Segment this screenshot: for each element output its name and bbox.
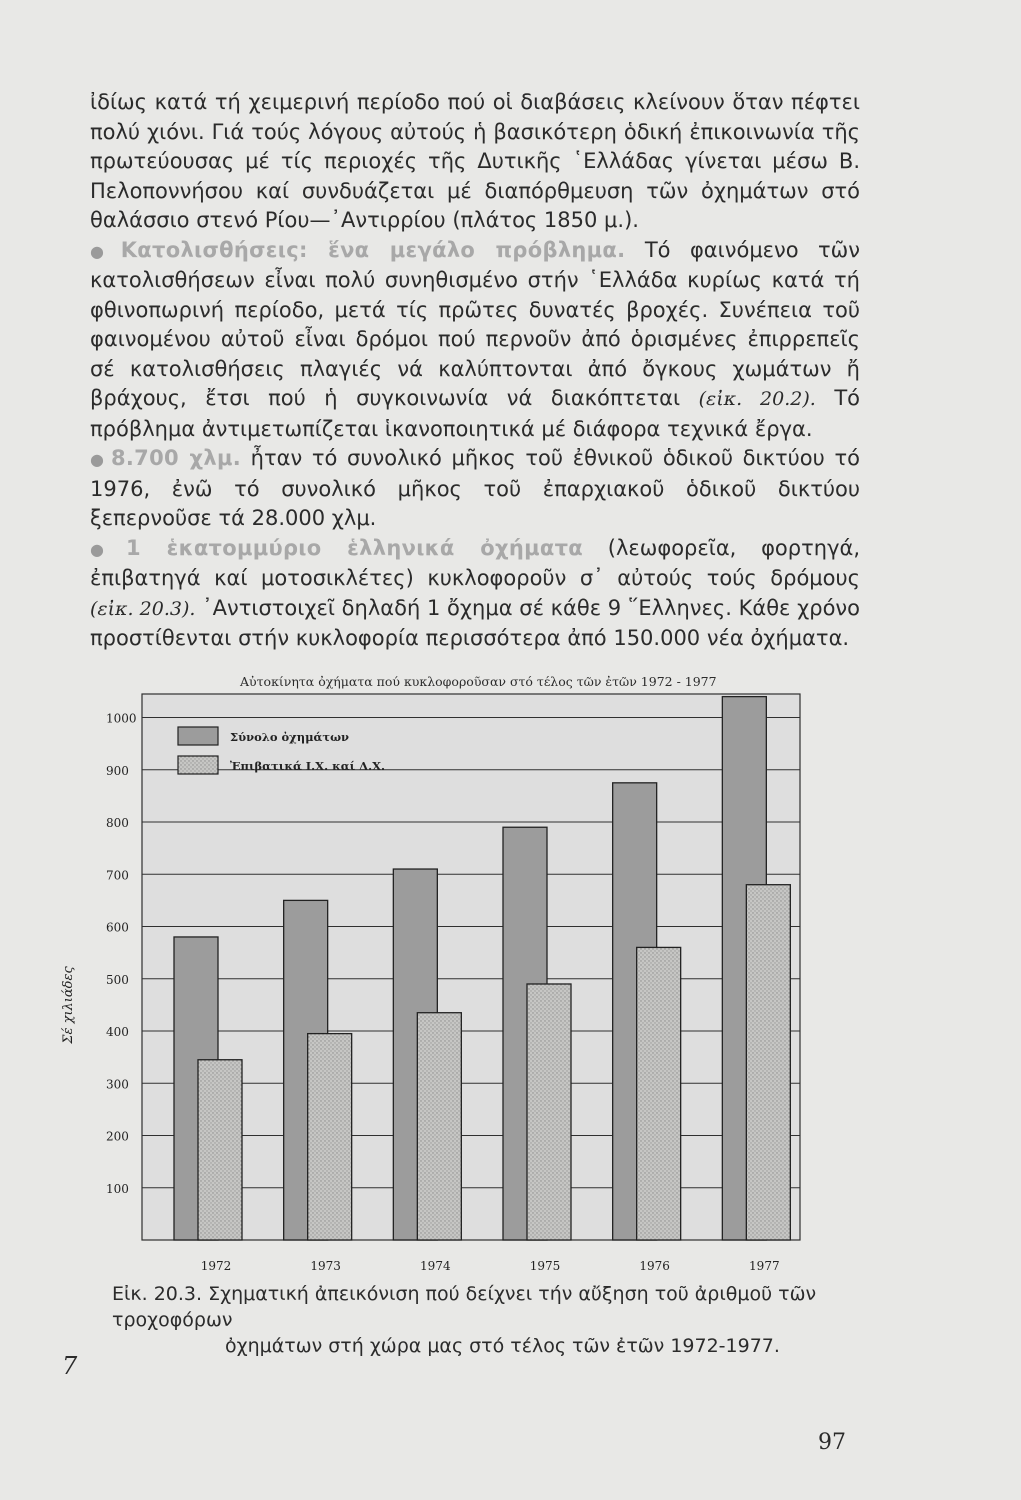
y-tick-label: 100 (106, 1181, 129, 1196)
bar-passenger-1975 (527, 984, 571, 1240)
paragraph-vehicles: ● 1 ἑκατομμύριο ἑλληνικά ὀχήματα (λεωφορεῖα, φορτηγά, ἐπιβατηγά καί μοτοσικλέτες) κυκλοφοροῦν σ᾿ αὐτούς τούς δρόμους (εἰκ. 20.3). ᾿Αντιστοιχεῖ δηλαδή 1 ὄχημα σέ κάθε 9 ῞Ελληνες. Κάθε χρόνο προστίθενται στήν κυκλοφορία περισσότερα ἀπό 150.000 νέα ὀχήματα. (90, 535, 861, 650)
paragraph-lead: Κατολισθήσεις: ἕνα μεγάλο πρόβλημα. (120, 237, 626, 262)
x-tick-label: 1975 (529, 1259, 561, 1273)
y-tick-label: 700 (106, 868, 129, 883)
legend-swatch-total (178, 727, 218, 745)
bullet-icon: ● (90, 241, 117, 261)
x-tick-label: 1974 (420, 1259, 451, 1273)
page-number: 97 (818, 1430, 846, 1455)
figure-reference: (εἰκ. 20.3). (90, 597, 196, 620)
y-axis-label: Σέ χιλιάδες (61, 966, 76, 1044)
x-tick-label: 1973 (310, 1259, 341, 1273)
bar-passenger-1976 (637, 947, 681, 1240)
margin-mark: 7 (62, 1352, 78, 1380)
y-tick-label: 600 (106, 920, 129, 935)
x-tick-label: 1976 (639, 1259, 670, 1273)
paragraph-lead: 1 ἑκατομμύριο ἑλληνικά ὀχήματα (126, 535, 584, 560)
bar-passenger-1973 (308, 1034, 352, 1240)
bar-passenger-1977 (746, 885, 790, 1240)
bar-passenger-1972 (198, 1060, 242, 1240)
paragraph-1: ἰδίως κατά τή χειμερινή περίοδο πού οἱ διαβάσεις κλείνουν ὅταν πέφτει πολύ χιόνι. Γιά τούς λόγους αὐτούς ἡ βασικότερη ὁδική ἐπικοινωνία τῆς πρωτεύουσας μέ τίς περιοχές τῆς Δυτικῆς ῾Ελλάδας γίνεται μέσω Β. Πελοποννήσου καί συνδυάζεται μέ διαπόρθμευση τῶν ὀχημάτων στό θαλάσσιο στενό Ρίου—᾿Αντιρρίου (πλάτος 1850 μ.). (90, 90, 860, 232)
chart-title: Αὐτοκίνητα ὀχήματα πού κυκλοφοροῦσαν στό τέλος τῶν ἐτῶν 1972 - 1977 (240, 674, 717, 689)
bar-passenger-1974 (417, 1013, 461, 1240)
y-tick-label: 200 (106, 1129, 129, 1144)
paragraph-landslides: ● Κατολισθήσεις: ἕνα μεγάλο πρόβλημα. Τό φαινόμενο τῶν κατολισθήσεων εἶναι πολύ συνηθισμένο στήν ῾Ελλάδα κυρίως κατά τή φθινοπωρινή περίοδο, μετά τίς πρῶτες δυνατές βροχές. Συνέπεια τοῦ φαινομένου αὐτοῦ εἶναι δρόμοι πού περνοῦν ἀπό ὁρισμένες ἐπιρρεπεῖς σέ κατολισθήσεις πλαγιές νά καλύπτονται ἀπό ὄγκους χωμάτων ἤ βράχους, ἔτσι πού ἡ συγκοινωνία νά διακόπτεται (εἰκ. 20.2). Τό πρόβλημα ἀντιμετωπίζεται ἱκανοποιητικά μέ διάφορα τεχνικά ἔργα. (90, 237, 860, 441)
bullet-icon: ● (90, 539, 123, 559)
paragraph-road-network: ● 8.700 χλμ. ἦταν τό συνολικό μῆκος τοῦ ἐθνικοῦ ὁδικοῦ δικτύου τό 1976, ἐνῶ τό συνολικό μῆκος τοῦ ἐπαρχιακοῦ ὁδικοῦ δικτύου ξεπερνοῦσε τά 28.000 χλμ. (90, 446, 860, 530)
y-tick-label: 300 (106, 1077, 129, 1092)
caption-line-2: ὀχημάτων στή χώρα μας στό τέλος τῶν ἐτῶν 1972-1977. (225, 1335, 780, 1357)
paragraph-lead: 8.700 χλμ. (110, 446, 241, 470)
figure-caption (112, 1281, 912, 1359)
y-tick-label: 400 (106, 1025, 129, 1040)
y-tick-label: 1000 (106, 711, 137, 726)
x-tick-label: 1972 (200, 1259, 232, 1273)
y-tick-label: 900 (106, 763, 129, 778)
y-tick-label: 500 (106, 972, 129, 987)
x-tick-label: 1977 (749, 1259, 780, 1273)
figure-reference: (εἰκ. 20.2). (698, 388, 816, 410)
legend-swatch-passenger (178, 756, 218, 774)
y-tick-label: 800 (106, 816, 129, 831)
legend-label-total: Σύνολο ὀχημάτων (230, 730, 350, 744)
legend-label-passenger: Ἐπιβατικά Ι.Χ. καί Δ.Χ. (230, 759, 385, 773)
bullet-icon: ● (90, 450, 107, 469)
caption-line-1: Εἰκ. 20.3. Σχηματική ἀπεικόνιση πού δείχνει τήν αὔξηση τοῦ ἀριθμοῦ τῶν τροχοφόρων (112, 1283, 817, 1331)
